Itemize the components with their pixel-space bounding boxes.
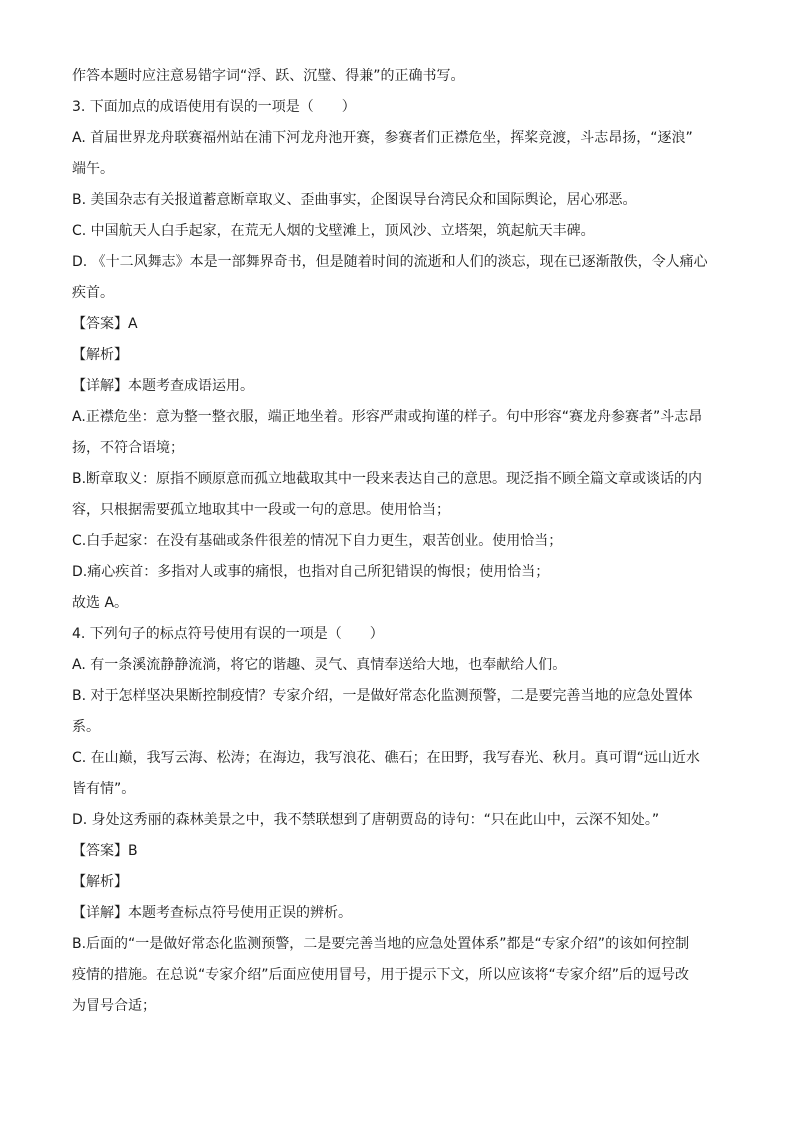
conclusion: 故选 A。 (72, 595, 129, 611)
q4-detail-label: 【详解】本题考查标点符号使用正误的辨析。 (72, 905, 352, 921)
option-a-continued: 端午。 (72, 161, 114, 177)
q4-option-c-continued: 皆有情”。 (72, 781, 136, 797)
q4-analysis-label: 【解析】 (72, 874, 128, 890)
option-c: C. 中国航天人白手起家，在荒无人烟的戈壁滩上，顶风沙、立塔架，筑起航天丰碑。 (72, 223, 595, 239)
q4-explanation-b: B.后面的“一是做好常态化监测预警，二是要完善当地的应急处置体系”都是“专家介绍”的该如何控制 (72, 936, 690, 952)
q4-option-b-continued: 系。 (72, 719, 100, 735)
option-b: B. 美国杂志有关报道蓄意断章取义、歪曲事实，企图误导台湾民众和国际舆论，居心邪恶。 (72, 192, 637, 208)
option-d-continued: 疾首。 (72, 285, 114, 301)
question-4-stem: 4. 下列句子的标点符号使用有误的一项是（ ） (72, 626, 384, 642)
q4-answer-label: 【答案】B (72, 843, 138, 859)
explanation-b: B.断章取义：原指不顾原意而孤立地截取其中一段来表达自己的意思。现泛指不顾全篇文章或谈话的内 (72, 471, 703, 487)
q4-option-a: A. 有一条溪流静静流淌，将它的谐趣、灵气、真情奉送给大地，也奉献给人们。 (72, 657, 567, 673)
q4-option-d: D. 身处这秀丽的森林美景之中，我不禁联想到了唐朝贾岛的诗句：“只在此山中，云深不知处。” (72, 812, 660, 828)
q4-explanation-b-continued: 疫情的措施。在总说“专家介绍”后面应使用冒号，用于提示下文，所以应该将“专家介绍”后的逗号改 (72, 967, 690, 983)
detail-label: 【详解】本题考查成语运用。 (72, 378, 254, 394)
explanation-b-continued: 容，只根据需要孤立地取其中一段或一句的意思。使用恰当； (72, 502, 450, 518)
explanation-a-continued: 扬，不符合语境； (72, 440, 184, 456)
explanation-a: A.正襟危坐：意为整一整衣服，端正地坐着。形容严肃或拘谨的样子。句中形容“赛龙舟参赛者”斗志昂 (72, 409, 703, 425)
text-line: 作答本题时应注意易错字词“浮、跃、沉璧、得兼”的正确书写。 (72, 68, 465, 84)
q4-explanation-b-end: 为冒号合适； (72, 998, 156, 1014)
question-3-stem: 3. 下面加点的成语使用有误的一项是（ ） (72, 99, 356, 115)
option-d: D. 《十二风舞志》本是一部舞界奇书，但是随着时间的流逝和人们的淡忘，现在已逐渐散佚，令人痛心 (72, 254, 708, 270)
answer-label: 【答案】A (72, 316, 138, 332)
analysis-label: 【解析】 (72, 347, 128, 363)
q4-option-c: C. 在山巅，我写云海、松涛；在海边，我写浪花、礁石；在田野，我写春光、秋月。真可谓“远山近水 (72, 750, 700, 766)
option-a: A. 首届世界龙舟联赛福州站在浦下河龙舟池开赛，参赛者们正襟危坐，挥桨竞渡，斗志昂扬，“逐浪” (72, 130, 693, 146)
explanation-c: C.白手起家：在没有基础或条件很差的情况下自力更生，艰苦创业。使用恰当； (72, 533, 563, 549)
q4-option-b: B. 对于怎样坚决果断控制疫情？专家介绍，一是做好常态化监测预警，二是要完善当地的应急处置体 (72, 688, 693, 704)
explanation-d: D.痛心疾首：多指对人或事的痛恨，也指对自己所犯错误的悔恨；使用恰当； (72, 564, 550, 580)
